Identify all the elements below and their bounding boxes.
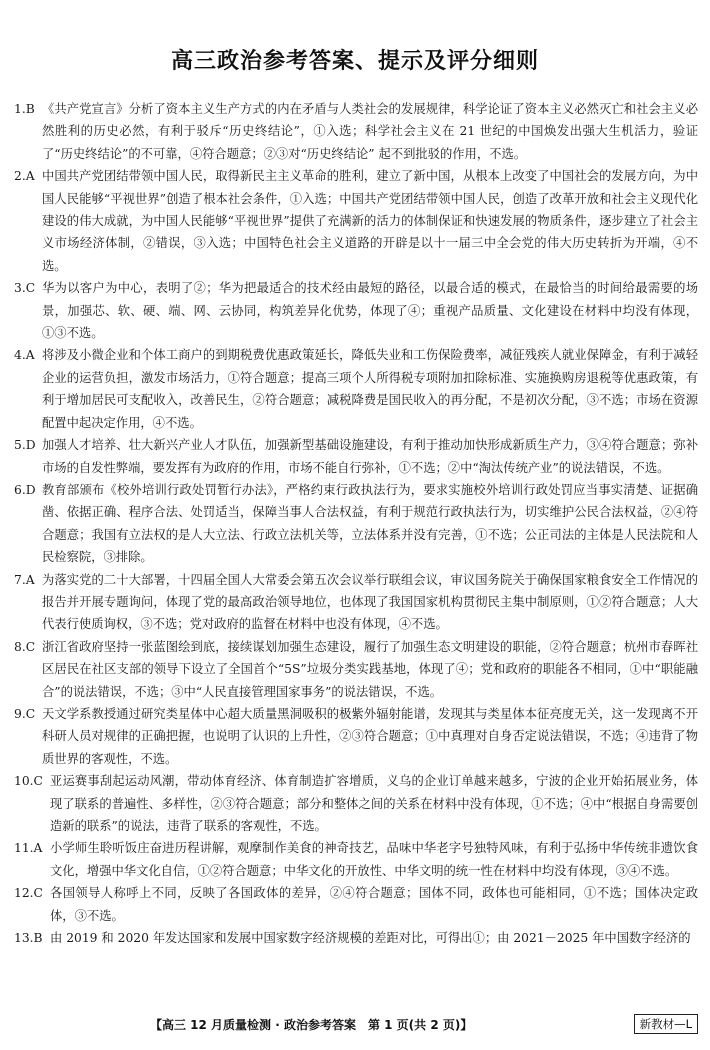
answer-item [14, 927, 698, 949]
answer-explanation: 中国共产党团结带领中国人民，取得新民主主义革命的胜利，建立了新中国，从根本上改变了中国社会的发展方向，为中国人民能够“平视世界”创造了根本社会条件，①入选；中国共产党团结带领中国人民，创造了改革开放和社会主义现代化建设的伟大成就，为中国人民能够“平视世界”提供了充满新的活力的体制保证和快速发展的物质条件，逐步建立了社会主义市场经济体制，②错误，③入选；中国特色社会主义道路的开辟是以十一届三中全会党的伟大历史转折为开端，④不选。 [42, 169, 698, 273]
answer-explanation: 将涉及小微企业和个体工商户的到期税费优惠政策延长，降低失业和工伤保险费率，减征残疾人就业保障金，有利于减轻企业的运营负担，激发市场活力，①符合题意；提高三项个人所得税专项附加扣除标准、实施换购房退税等优惠政策，有利于增加居民可支配收入，改善民生，②符合题意；减税降费是国民收入的再分配，不是初次分配，③不选；市场在资源配置中起决定作用，④不选。 [42, 348, 698, 430]
answer-number: 1.B [14, 102, 35, 116]
answer-explanation: 各国领导人称呼上不同，反映了各国政体的差异，②④符合题意；国体不同，政体也可能相同，①不选；国体决定政体，③不选。 [50, 886, 698, 923]
answer-explanation: 天文学系教授通过研究类星体中心超大质量黑洞吸积的极紫外辐射能谱，发现其与类星体本征亮度无关，这一发现离不开科研人员对规律的正确把握，也说明了认识的上升性，②③符合题意；①中真理对自身否定说法错误，不选；④违背了物质世界的客观性，不选。 [42, 706, 698, 766]
answer-explanation: 华为以客户为中心，表明了②；华为把最适合的技术经由最短的路径，以最合适的模式，在最恰当的时间给最需要的场景，加强芯、软、硬、端、网、云协同，构筑差异化优势，体现了④；重视产品质量、文化建设在材料中均没有体现，①③不选。 [42, 281, 698, 341]
answer-number: 3.C [14, 281, 36, 296]
answer-item [14, 703, 698, 770]
page-footer [0, 1014, 710, 1036]
answer-number: 8.C [14, 639, 36, 654]
answer-list [14, 98, 698, 949]
answer-number: 6.D [14, 482, 36, 497]
edition-badge: 新教材—L [634, 1014, 698, 1034]
answer-item [14, 882, 698, 927]
answer-item [14, 636, 698, 703]
answer-explanation: 为落实党的二十大部署，十四届全国人大常委会第五次会议举行联组会议，审议国务院关于确保国家粮食安全工作情况的报告并开展专题询问，体现了党的最高政治领导地位，也体现了我国国家机构贯彻民主集中制原则，①②符合题意；人大代表行使质询权，③不选；党对政府的监督在材料中也没有体现，④不选。 [42, 572, 698, 632]
answer-item [14, 434, 698, 479]
page-title: 高三政治参考答案、提示及评分细则 [170, 49, 539, 74]
answer-explanation: 浙江省政府坚持一张蓝图绘到底，接续谋划加强生态建设，履行了加强生态文明建设的职能，②符合题意；杭州市春晖社区居民在社区支部的领导下设立了全国首个“5S”垃圾分类实践基地，体现了④；党和政府的职能各不相同，①中“职能融合”的说法错误，不选；③中“人民直接管理国家事务”的说法错误，不选。 [42, 639, 698, 699]
answer-number: 9.C [14, 706, 36, 721]
footer-page-info: 【高三 12 月质量检测 · 政治参考答案 第 1 页(共 2 页)】 [150, 1018, 473, 1032]
answer-explanation: 加强人才培养、壮大新兴产业人才队伍，加强新型基础设施建设，有利于推动加快形成新质生产力，③④符合题意；弥补市场的自发性弊端，要发挥有为政府的作用，市场不能自行弥补，①不选；②中“淘汰传统产业”的说法错误，不选。 [42, 438, 698, 475]
answer-number: 11.A [14, 841, 43, 856]
answer-item [14, 770, 698, 837]
answer-explanation: 亚运赛事刮起运动风潮，带动体育经济、体育制造扩容增质，义乌的企业订单越来越多，宁波的企业开始拓展业务，体现了联系的普遍性、多样性，②③符合题意；部分和整体之间的关系在材料中没有体现，①不选；④中“根据自身需要创造新的联系”的说法，违背了联系的客观性，不选。 [50, 774, 698, 833]
answer-number: 4.A [14, 348, 35, 363]
answer-number: 12.C [14, 886, 43, 901]
answer-number: 5.D [14, 438, 36, 453]
answer-item [14, 479, 698, 569]
answer-item [14, 165, 698, 277]
answer-item [14, 837, 698, 882]
answer-number: 2.A [14, 169, 35, 184]
answer-explanation: 《共产党宣言》分析了资本主义生产方式的内在矛盾与人类社会的发展规律，科学论证了资本主义必然灭亡和社会主义必然胜利的历史必然，有利于驳斥“历史终结论”，①入选；科学社会主义在 21 世纪的中国焕发出强大生机活力，验证了“历史终结论”的不可靠，④符合题意；②③对“历史终结论” 起不到批驳的作用，不选。 [42, 102, 698, 161]
answer-number: 13.B [14, 931, 43, 946]
answer-item [14, 344, 698, 434]
answer-number: 7.A [14, 572, 35, 587]
answer-item [14, 277, 698, 344]
answer-explanation: 由 2019 和 2020 年发达国家和发展中国家数字经济规模的差距对比，可得出①；由 2021－2025 年中国数字经济的 [50, 931, 691, 946]
answer-item [14, 569, 698, 636]
answer-explanation: 小学师生聆听饭庄奋进历程讲解，观摩制作美食的神奇技艺，品味中华老字号独特风味，有利于弘扬中华传统非遗饮食文化，增强中华文化自信，①②符合题意；中华文化的开放性、中华文明的统一性在材料中均没有体现，③④不选。 [50, 841, 698, 878]
answer-number: 10.C [14, 774, 43, 789]
answer-item [14, 98, 698, 165]
answer-explanation: 教育部颁布《校外培训行政处罚暂行办法》，严格约束行政执法行为，要求实施校外培训行政处罚应当事实清楚、证据确凿、依据正确、程序合法、处罚适当，保障当事人合法权益，有利于规范行政执法行为，切实维护公民合法权益，②④符合题意；我国有立法权的是人大立法、行政立法机关等，立法体系并没有完善，①不选；公正司法的主体是人民法院和人民检察院，③排除。 [42, 482, 698, 565]
